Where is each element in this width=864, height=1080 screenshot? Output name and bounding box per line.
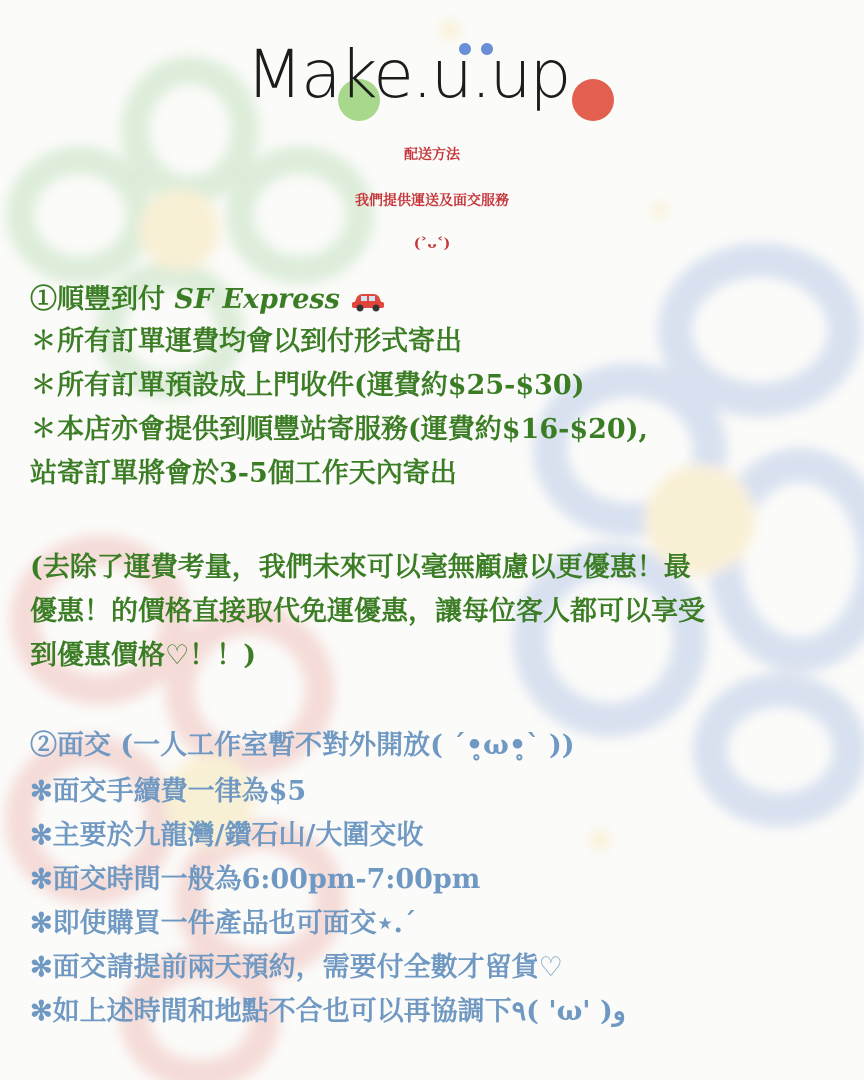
section1-title	[30, 284, 385, 316]
note-line-1: (去除了運費考量，我們未來可以毫無顧慮以更優惠！最	[30, 552, 691, 583]
section1-line-4: 站寄訂單將會於3-5個工作天內寄出	[30, 458, 457, 489]
section1-line-1: ✽所有訂單運費均會以到付形式寄出	[30, 326, 462, 357]
header-kaomoji: (˃ᴗ˂)	[413, 236, 451, 252]
logo-p-fill	[572, 79, 614, 121]
section1-line-2: ✽所有訂單預設成上門收件(運費約$25-$30)	[30, 370, 585, 401]
section1-line-3: ✽本店亦會提供到順豐站寄服務(運費約$16-$20),	[30, 414, 648, 445]
section2-line-3: ✻面交時間一般為6:00pm-7:00pm	[30, 864, 481, 895]
brand-logo	[246, 38, 626, 130]
section1-title-prefix: ①順豐到付	[30, 284, 175, 315]
section2-line-1: ✻面交手續費一律為$5	[30, 776, 307, 807]
section2-line-6: ✻如上述時間和地點不合也可以再協調下٩( 'ω' )و	[30, 996, 626, 1027]
header-subtitle: 我們提供運送及面交服務	[355, 193, 509, 209]
note-line-3: 到優惠價格♡！！)	[30, 640, 256, 671]
note-line-2: 優惠！的價格直接取代免運優惠，讓每位客人都可以享受	[30, 596, 705, 627]
section2-line-2: ✻主要於九龍灣/鑽石山/大圍交收	[30, 820, 424, 851]
section2-line-5: ✻面交請提前兩天預約，需要付全數才留貨♡	[30, 952, 563, 983]
section2-title: ②面交 (一人工作室暫不對外開放( ´•̥ω•̥` ))	[30, 730, 575, 761]
car-icon	[351, 290, 385, 312]
logo-text: Make.u.up	[246, 36, 570, 113]
header-title: 配送方法	[404, 147, 460, 163]
section2-line-4: ✻即使購買一件產品也可面交⋆.ˊ	[30, 908, 417, 939]
section1-title-en: SF Express	[174, 284, 340, 315]
